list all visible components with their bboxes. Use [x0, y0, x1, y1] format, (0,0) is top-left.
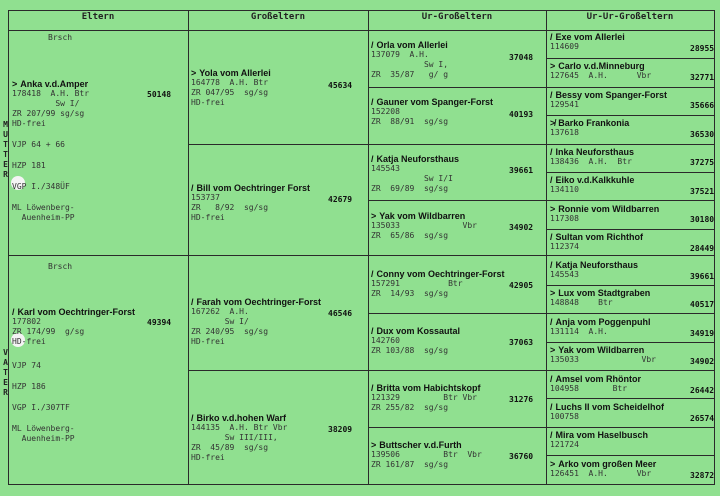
grid-line — [368, 427, 546, 428]
great-grandparent-line: ZR 65/86 sg/sg — [371, 231, 449, 240]
grid-line — [546, 200, 714, 201]
mother-exam: VGP I./348ÜF — [12, 182, 70, 191]
great-grandparent-line: 145543 — [371, 164, 400, 173]
grandparent-name: / Birko v.d.hohen Warf — [191, 413, 287, 423]
gg-grandparent-name: / Exe vom Allerlei — [550, 32, 625, 42]
gg-grandparent-number: 37275 — [690, 158, 715, 167]
great-grandparent-line: ZR 103/88 sg/sg — [371, 346, 449, 355]
grid-line — [188, 370, 368, 371]
mother-cell — [12, 79, 184, 239]
great-grandparent-line: ZR 161/87 sg/sg — [371, 460, 449, 469]
great-grandparent-name: > Yak vom Wildbarren — [371, 211, 466, 221]
grandparent-line: 164778 A.H. Btr — [191, 78, 269, 87]
mother-line: 178418 A.H. Btr — [12, 89, 90, 98]
grandparent-line: HD-frei — [191, 213, 225, 222]
gg-grandparent-line: 129541 — [550, 100, 579, 109]
grid-line — [714, 10, 715, 485]
gg-grandparent-number: 30180 — [690, 215, 715, 224]
grid-line — [546, 10, 547, 485]
grandparent-line: Sw III/III, — [191, 433, 278, 442]
grandparent-number: 46546 — [328, 309, 353, 318]
great-grandparent-number: 39661 — [509, 166, 534, 175]
great-grandparent-line: 121329 Btr Vbr — [371, 393, 477, 402]
grandparent-line: ZR 8/92 sg/sg — [191, 203, 269, 212]
gg-grandparent-number: 34919 — [690, 329, 715, 338]
gg-grandparent-name: / Sultan vom Richthof — [550, 232, 644, 242]
header-eltern: Eltern — [81, 12, 115, 22]
gg-grandparent-number: 37521 — [690, 187, 715, 196]
grid-line — [546, 398, 714, 399]
great-grandparent-name: > Buttscher v.d.Furth — [371, 440, 462, 450]
grandparent-line: Sw I/ — [191, 317, 249, 326]
mother-exam: ML Löwenberg- — [12, 203, 75, 212]
great-grandparent-name: / Orla vom Allerlei — [371, 40, 448, 50]
gg-grandparent-number: 39661 — [690, 272, 715, 281]
gg-grandparent-cell — [550, 232, 715, 253]
grid-line — [546, 144, 714, 145]
gg-grandparent-cell — [550, 175, 715, 196]
gg-grandparent-name: > Arko vom großen Meer — [550, 459, 657, 469]
great-grandparent-number: 36760 — [509, 452, 534, 461]
father-exam: Auenheim-PP — [12, 434, 75, 443]
gg-grandparent-number: 40517 — [690, 300, 715, 309]
grid-line — [188, 10, 189, 485]
grandparent-number: 45634 — [328, 81, 353, 90]
father-cell — [12, 307, 184, 477]
great-grandparent-line: 142760 — [371, 336, 400, 345]
grid-line — [368, 10, 369, 485]
grid-line — [8, 10, 9, 485]
gg-grandparent-number: 32771 — [690, 73, 715, 82]
great-grandparent-number: 40193 — [509, 110, 534, 119]
grid-line — [8, 255, 714, 256]
gg-grandparent-cell — [550, 345, 715, 366]
grid-line — [546, 58, 714, 59]
great-grandparent-number: 37048 — [509, 53, 534, 62]
gg-grandparent-name: / Mira vom Haselbusch — [550, 430, 649, 440]
father-line: HD-frei — [12, 337, 46, 346]
gg-grandparent-line: 117308 — [550, 214, 579, 223]
gg-grandparent-name: / Amsel vom Rhöntor — [550, 374, 642, 384]
mother-exam: HZP 181 — [12, 161, 46, 170]
grid-line — [546, 172, 714, 173]
grid-line — [368, 144, 546, 145]
gg-grandparent-name: ≯ Barko Frankonia — [550, 118, 630, 128]
grid-line — [546, 313, 714, 314]
father-line: ZR 174/99 g/sg — [12, 327, 85, 336]
header-grosseltern: Großeltern — [250, 12, 306, 22]
father-exam: VJP 74 — [12, 361, 41, 370]
great-grandparent-name: / Conny vom Oechtringer-Forst — [371, 269, 505, 279]
grandparent-number: 42679 — [328, 195, 353, 204]
gg-grandparent-name: / Bessy vom Spanger-Forst — [550, 90, 668, 100]
grid-line — [8, 10, 714, 11]
great-grandparent-line: Sw I, — [371, 60, 449, 69]
gg-grandparent-line: 135033 Vbr — [550, 355, 656, 364]
great-grandparent-name: / Britta vom Habichtskopf — [371, 383, 481, 393]
gg-grandparent-number: 28955 — [690, 44, 715, 53]
great-grandparent-line: 157291 Btr — [371, 279, 463, 288]
gg-grandparent-number: 36530 — [690, 130, 715, 139]
father-name: / Karl vom Oechtringer-Forst — [12, 307, 136, 317]
great-grandparent-number: 34902 — [509, 223, 534, 232]
gg-grandparent-cell — [550, 374, 715, 395]
mother-number: 50148 — [147, 90, 172, 99]
gg-grandparent-cell — [550, 260, 715, 281]
gg-grandparent-name: > Yak vom Wildbarren — [550, 345, 645, 355]
brsch-label: Brsch — [48, 33, 73, 42]
gg-grandparent-line: 100758 — [550, 412, 579, 421]
gg-grandparent-line: 112374 — [550, 242, 579, 251]
grandparent-number: 38209 — [328, 425, 353, 434]
grandparent-name: / Farah vom Oechtringer-Forst — [191, 297, 322, 307]
father-exam: HZP 186 — [12, 382, 46, 391]
brsch-label: Brsch — [48, 262, 73, 271]
mother-line: ZR 207/99 sg/sg — [12, 109, 85, 118]
gg-grandparent-name: > Ronnie vom Wildbarren — [550, 204, 660, 214]
gg-grandparent-cell — [550, 90, 715, 110]
gg-grandparent-cell — [550, 204, 715, 224]
gg-grandparent-name: / Eiko v.d.Kalkkuhle — [550, 175, 635, 185]
gg-grandparent-name: > Carlo v.d.Minneburg — [550, 61, 645, 71]
gg-grandparent-number: 26574 — [690, 414, 715, 423]
mutter-side-label: MUTTER — [3, 120, 8, 179]
gg-grandparent-cell — [550, 430, 712, 450]
grid-line — [368, 370, 546, 371]
gg-grandparent-line: 131114 A.H. — [550, 327, 608, 336]
grid-line — [546, 370, 714, 371]
great-grandparent-name: / Gauner vom Spanger-Forst — [371, 97, 494, 107]
great-grandparent-line: 135033 Vbr — [371, 221, 477, 230]
gg-grandparent-line: 137618 — [550, 128, 579, 137]
gg-grandparent-cell — [550, 459, 715, 480]
great-grandparent-line: 137079 A.H. — [371, 50, 429, 59]
grandparent-name: > Yola vom Allerlei — [191, 68, 271, 78]
gg-grandparent-number: 35666 — [690, 101, 715, 110]
mother-name: > Anka v.d.Amper — [12, 79, 89, 89]
grid-line — [546, 115, 714, 116]
grandparent-cell — [191, 413, 365, 463]
grid-line — [546, 427, 714, 428]
gg-grandparent-line: 104958 Btr — [550, 384, 628, 393]
father-line: 177802 — [12, 317, 41, 326]
grid-line — [546, 87, 714, 88]
gg-grandparent-name: / Katja Neuforsthaus — [550, 260, 639, 270]
great-grandparent-number: 31276 — [509, 395, 534, 404]
father-exam: VGP I./307TF — [12, 403, 70, 412]
grid-line — [8, 484, 714, 485]
gg-grandparent-cell — [550, 147, 715, 167]
gg-grandparent-number: 28449 — [690, 244, 715, 253]
gg-grandparent-name: / Anja vom Poggenpuhl — [550, 317, 651, 327]
grandparent-line: 153737 — [191, 193, 220, 202]
great-grandparent-line: ZR 35/87 g/ g — [371, 70, 449, 79]
grid-line — [546, 229, 714, 230]
great-grandparent-name: / Dux vom Kossautal — [371, 326, 461, 336]
great-grandparent-line: Sw I/I — [371, 174, 453, 183]
father-number: 49394 — [147, 318, 172, 327]
grid-line — [546, 342, 714, 343]
gg-grandparent-line: 126451 A.H. Vbr — [550, 469, 652, 478]
gg-grandparent-number: 26442 — [690, 386, 715, 395]
grid-line — [546, 285, 714, 286]
grid-line — [546, 455, 714, 456]
header-urgrosseltern: Ur-Großeltern — [421, 12, 493, 22]
great-grandparent-line: ZR 255/82 sg/sg — [371, 403, 449, 412]
great-grandparent-line: ZR 14/93 sg/sg — [371, 289, 449, 298]
gg-grandparent-line: 121724 — [550, 440, 579, 449]
father-exam: ML Löwenberg- — [12, 424, 75, 433]
gg-grandparent-line: 148848 Btr — [550, 298, 613, 307]
gg-grandparent-name: / Inka Neuforsthaus — [550, 147, 635, 157]
gg-grandparent-line: 127645 A.H. Vbr — [550, 71, 652, 80]
great-grandparent-name: / Katja Neuforsthaus — [371, 154, 460, 164]
grandparent-line: 167262 A.H. — [191, 307, 249, 316]
gg-grandparent-cell — [550, 32, 715, 53]
gg-grandparent-cell — [550, 61, 715, 82]
grandparent-line: HD-frei — [191, 98, 225, 107]
grid-line — [8, 30, 714, 31]
grid-line — [188, 144, 368, 145]
gg-grandparent-number: 32872 — [690, 471, 715, 480]
grandparent-name: / Bill vom Oechtringer Forst — [191, 183, 311, 193]
header-ururgrosseltern: Ur-Ur-Großeltern — [586, 12, 674, 22]
mother-line: HD-frei — [12, 119, 46, 128]
gg-grandparent-number: 34902 — [690, 357, 715, 366]
gg-grandparent-line: 145543 — [550, 270, 579, 279]
mother-exam: VJP 64 + 66 — [12, 140, 65, 149]
gg-grandparent-line: 138436 A.H. Btr — [550, 157, 632, 166]
grid-line — [368, 87, 546, 88]
vater-side-label: VATER — [3, 348, 8, 397]
gg-grandparent-name: > Lux vom Stadtgraben — [550, 288, 651, 298]
gg-grandparent-cell — [550, 288, 715, 309]
gg-grandparent-name: / Luchs II vom Scheidelhof — [550, 402, 665, 412]
grandparent-line: HD-frei — [191, 337, 225, 346]
gg-grandparent-cell — [550, 317, 715, 338]
great-grandparent-line: ZR 88/91 sg/sg — [371, 117, 449, 126]
gg-grandparent-line: 134110 — [550, 185, 579, 194]
grandparent-line: ZR 047/95 sg/sg — [191, 88, 269, 97]
grid-line — [368, 313, 546, 314]
mother-line: Sw I/ — [12, 99, 80, 108]
great-grandparent-line: ZR 69/89 sg/sg — [371, 184, 449, 193]
great-grandparent-line: 152208 — [371, 107, 400, 116]
grandparent-cell — [191, 297, 365, 347]
grandparent-line: 144135 A.H. Btr Vbr — [191, 423, 288, 432]
great-grandparent-number: 42905 — [509, 281, 534, 290]
grandparent-line: HD-frei — [191, 453, 225, 462]
mother-exam: Auenheim-PP — [12, 213, 75, 222]
gg-grandparent-cell — [550, 402, 715, 423]
grid-line — [368, 200, 546, 201]
grandparent-line: ZR 240/95 sg/sg — [191, 327, 269, 336]
gg-grandparent-cell — [550, 118, 715, 139]
gg-grandparent-line: 114609 — [550, 42, 579, 51]
great-grandparent-number: 37063 — [509, 338, 534, 347]
grandparent-line: ZR 45/89 sg/sg — [191, 443, 269, 452]
great-grandparent-line: 139506 Btr Vbr — [371, 450, 482, 459]
